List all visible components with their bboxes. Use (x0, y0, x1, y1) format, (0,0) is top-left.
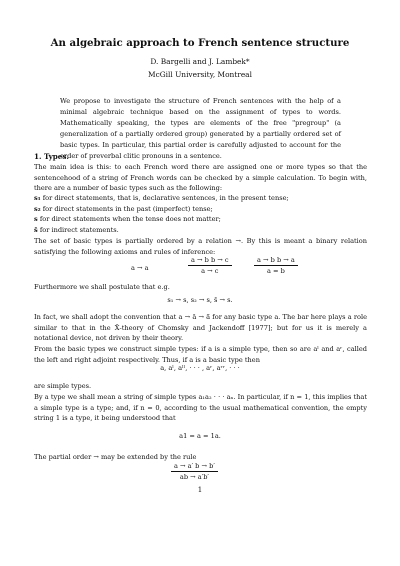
paragraph-simple-types-end: are simple types. (34, 382, 92, 390)
rule-conclusion: ab → a′b′ (179, 473, 209, 481)
type-description: for direct statements, that is, declarative sentences, in the present tense; (40, 194, 289, 202)
list-item (34, 204, 367, 215)
unit-equation: a1 = a = 1a. (179, 432, 221, 440)
type-description: for direct statements in the past (imperfect) tense; (40, 204, 213, 213)
paper-title: An algebraic approach to French sentence structure (50, 37, 350, 49)
paragraph-extension-rule: The partial order → may be extended by the rule (34, 453, 197, 461)
reflexivity-axiom: a → a (131, 264, 149, 272)
antisymmetry-rule (254, 256, 298, 275)
list-item (34, 225, 367, 236)
section-heading: 1. Types. (34, 152, 69, 161)
paragraph-intro: The main idea is this: to each French word there are assigned one or more types so that the sentencehood of a string of French words can be checked by a simple calculation. To begin with, there are a number of basic types such as the following: (34, 163, 367, 193)
transitivity-rule (188, 256, 232, 275)
author-line: D. Bargelli and J. Lambek* (150, 57, 250, 66)
rule-conclusion: a → c (201, 267, 219, 275)
affiliation: McGill University, Montreal (148, 70, 252, 79)
abstract: We propose to investigate the structure of French sentences with the help of a minimal algebraic technique based on the assignment of types to words. Mathematically speaking, the types are elements of the free "pregroup" (a generalization of a partially ordered group) generated by a partially ordered set of basic types. In particular, this partial order is carefully adjusted to account for the order of preverbal clitic pronouns in a sentence. (60, 97, 341, 160)
rule-premise: a → b b → c (191, 256, 229, 264)
type-symbol: s̄ (34, 225, 38, 234)
type-symbol: s (34, 215, 38, 224)
rule-conclusion: a = b (266, 267, 285, 275)
extension-rule (171, 462, 218, 481)
basic-type-list (34, 193, 367, 235)
type-symbol: s₂ (34, 204, 41, 213)
page-number: 1 (197, 486, 203, 494)
rule-premise: a → b b → a (257, 256, 295, 264)
paragraph-bar-convention: In fact, we shall adopt the convention that a → ā → ā̄ for any basic type a. The bar here plays a role similar to that in the X̄-theory of Chomsky and Jackendoff [1977]; but for us it is merely a notational device, not driven by their theory. (34, 313, 367, 343)
paragraph-partial-order: The set of basic types is partially ordered by a relation →. By this is meant a binary relation satisfying the following axioms and rules of inference: (34, 237, 367, 256)
paragraph-postulate: Furthermore we shall postulate that e.g. (34, 283, 170, 291)
list-item (34, 193, 367, 204)
simple-types-display: a, aˡ, aˡˡ, · · · , aʳ, aʳʳ, · · · (160, 364, 240, 372)
paragraph-type-definition: By a type we shall mean a string of simple types a₁a₂ · · · aₙ. In particular, if n = 1, this implies that a simple type is a type; and, if n = 0, according to the usual mathematical convention, the empty string 1 is a type, it being understood that (34, 393, 367, 423)
type-symbol: s₁ (34, 194, 41, 202)
type-description: for indirect statements. (37, 225, 119, 234)
list-item (34, 214, 367, 225)
paragraph-simple-types: From the basic types we construct simple types: if a is a simple type, then so are aˡ and aʳ, called the left and right adjoint respectively. Thus, if a is a basic type then (34, 345, 367, 364)
type-description: for direct statements when the tense does not matter; (37, 215, 221, 224)
rule-premise: a → a′ b → b′ (174, 462, 215, 470)
postulate-equation: s₁ → s, s₂ → s, s̄ → s. (167, 296, 233, 304)
